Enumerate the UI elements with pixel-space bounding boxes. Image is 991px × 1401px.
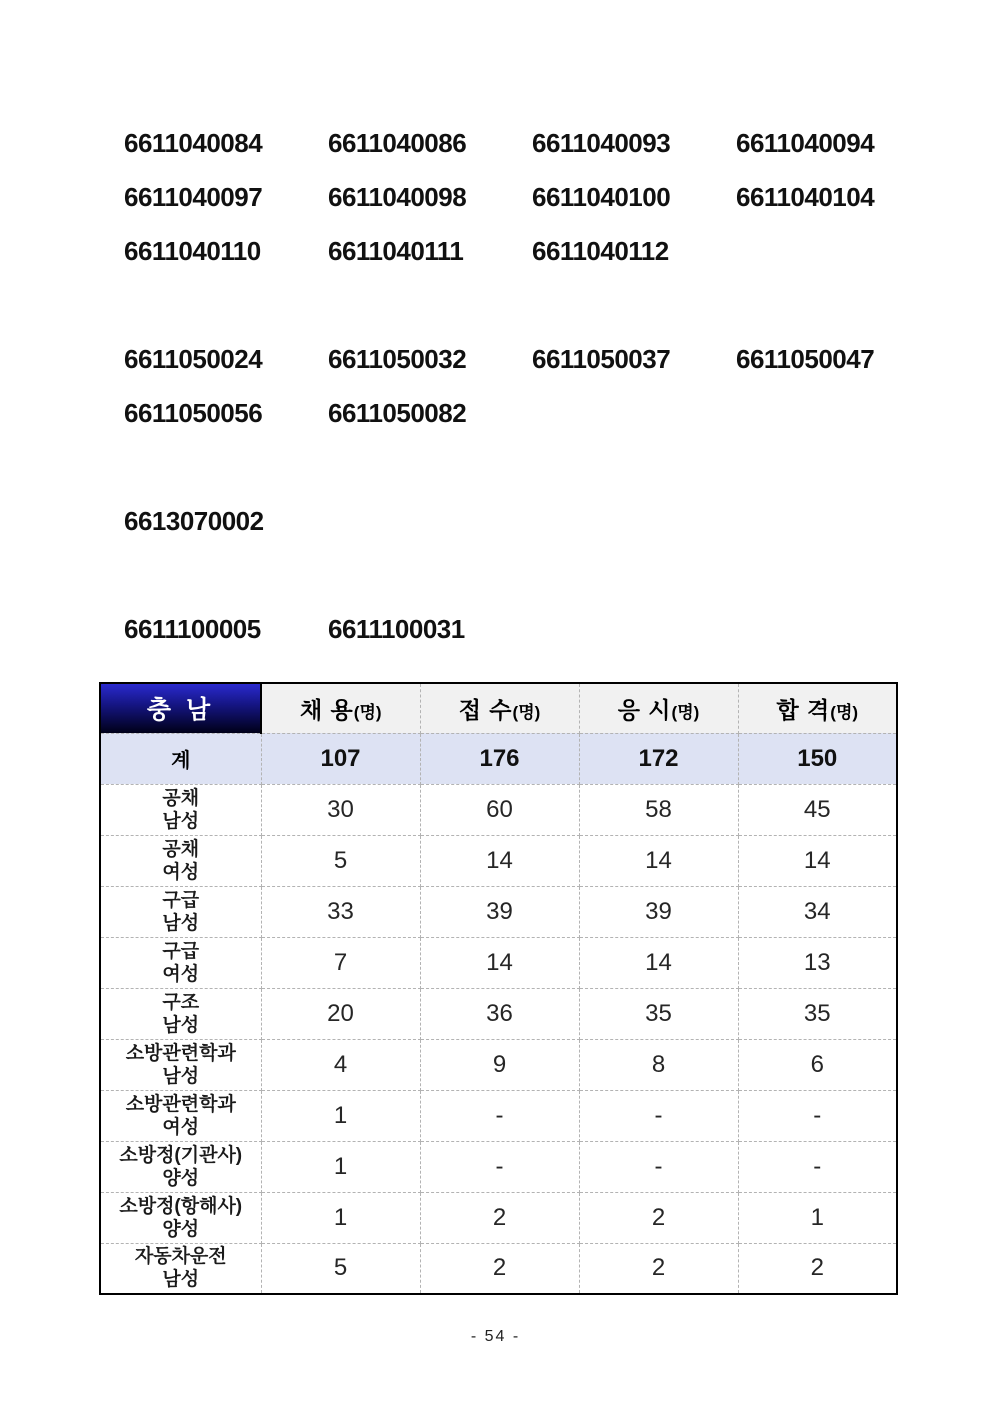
row-label-line: 남성 — [162, 1065, 200, 1087]
column-header-label: 응 시 — [617, 696, 672, 723]
blank-row — [124, 440, 991, 494]
blank-row — [124, 548, 991, 602]
row-value: 2 — [420, 1192, 579, 1243]
total-row — [100, 733, 897, 784]
table-body — [100, 733, 897, 1294]
row-value: 1 — [738, 1192, 897, 1243]
id-number: 6611040086 — [328, 127, 467, 158]
id-number: 6611050037 — [532, 343, 671, 374]
row-label-line: 자동차운전 — [134, 1246, 227, 1268]
row-value: 7 — [261, 937, 420, 988]
row-value: 1 — [261, 1141, 420, 1192]
region-header-cell — [100, 683, 261, 733]
row-label — [100, 835, 261, 886]
id-number-row — [124, 386, 991, 440]
id-number: 6611100031 — [328, 613, 465, 644]
row-value: 39 — [420, 886, 579, 937]
row-value: 14 — [420, 835, 579, 886]
table-row — [100, 886, 897, 937]
row-value: 4 — [261, 1039, 420, 1090]
row-value: - — [420, 1141, 579, 1192]
row-value: 35 — [579, 988, 738, 1039]
table-row — [100, 1090, 897, 1141]
id-number-row — [124, 116, 991, 170]
row-value: 1 — [261, 1192, 420, 1243]
row-label-line: 소방정(기관사) — [119, 1144, 243, 1166]
row-value: 14 — [579, 835, 738, 886]
id-number: 6611040094 — [736, 127, 875, 158]
row-value: 34 — [738, 886, 897, 937]
column-header-unit: (명) — [830, 702, 859, 722]
column-header — [420, 683, 579, 733]
row-value: 5 — [261, 1243, 420, 1294]
row-label-line: 양성 — [162, 1218, 200, 1240]
id-number-row — [124, 602, 991, 656]
page-number: - 54 - — [470, 1328, 521, 1345]
row-value: 14 — [579, 937, 738, 988]
id-number-list — [0, 0, 991, 656]
id-number: 6611050032 — [328, 343, 467, 374]
row-value: - — [738, 1090, 897, 1141]
total-row-value: 176 — [420, 733, 579, 784]
row-label-line: 구급 — [162, 889, 200, 911]
id-number: 6611040084 — [124, 127, 263, 158]
table-row — [100, 1243, 897, 1294]
column-header — [261, 683, 420, 733]
id-number-row — [124, 170, 991, 224]
row-value: - — [420, 1090, 579, 1141]
row-value: 36 — [420, 988, 579, 1039]
table-row — [100, 784, 897, 835]
row-value: - — [738, 1141, 897, 1192]
row-value: 60 — [420, 784, 579, 835]
row-label-line: 남성 — [162, 1014, 200, 1036]
row-value: 33 — [261, 886, 420, 937]
row-value: 8 — [579, 1039, 738, 1090]
row-label — [100, 988, 261, 1039]
row-value: 14 — [420, 937, 579, 988]
row-value: 2 — [579, 1192, 738, 1243]
id-number-row — [124, 494, 991, 548]
row-label-line: 여성 — [162, 861, 200, 883]
table-row — [100, 937, 897, 988]
column-header-label: 채 용 — [299, 696, 354, 723]
row-value: 39 — [579, 886, 738, 937]
row-label-line: 여성 — [162, 1116, 200, 1138]
row-label-line: 구급 — [162, 940, 200, 962]
id-number: 6611040097 — [124, 181, 263, 212]
id-number: 6611040093 — [532, 127, 671, 158]
row-value: 14 — [738, 835, 897, 886]
row-value: 2 — [738, 1243, 897, 1294]
column-header — [579, 683, 738, 733]
id-number-row — [124, 224, 991, 278]
row-label-line: 남성 — [162, 912, 200, 934]
row-label — [100, 1192, 261, 1243]
row-value: 13 — [738, 937, 897, 988]
row-label — [100, 1243, 261, 1294]
id-number: 6611050056 — [124, 397, 263, 428]
row-label-line: 남성 — [162, 1269, 200, 1291]
column-header-unit: (명) — [353, 702, 382, 722]
table-row — [100, 1141, 897, 1192]
row-label-line: 남성 — [162, 810, 200, 832]
row-value: 2 — [579, 1243, 738, 1294]
row-label-line: 여성 — [162, 963, 200, 985]
id-number: 6611040104 — [736, 181, 875, 212]
column-header-label: 합 격 — [776, 696, 831, 723]
id-number: 6611040100 — [532, 181, 671, 212]
row-value: 58 — [579, 784, 738, 835]
row-value: 2 — [420, 1243, 579, 1294]
row-label — [100, 1039, 261, 1090]
id-number: 6611100005 — [124, 613, 261, 644]
row-label-line: 공채 — [162, 838, 200, 860]
id-number: 6611050024 — [124, 343, 263, 374]
row-value: 6 — [738, 1039, 897, 1090]
row-label — [100, 886, 261, 937]
total-row-value: 107 — [261, 733, 420, 784]
total-row-label: 계 — [100, 733, 261, 784]
row-label — [100, 1090, 261, 1141]
chungnam-stats-table — [99, 682, 898, 1295]
column-header-unit: (명) — [671, 702, 700, 722]
column-header-unit: (명) — [512, 702, 541, 722]
total-row-value: 150 — [738, 733, 897, 784]
row-label-line: 구조 — [162, 991, 200, 1013]
row-value: - — [579, 1141, 738, 1192]
row-label-line: 양성 — [162, 1167, 200, 1189]
table-row — [100, 835, 897, 886]
row-value: 35 — [738, 988, 897, 1039]
row-value: 30 — [261, 784, 420, 835]
column-header-label: 접 수 — [458, 696, 513, 723]
id-number: 6611040111 — [328, 235, 464, 266]
row-value: 1 — [261, 1090, 420, 1141]
id-number: 6611040098 — [328, 181, 467, 212]
table-row — [100, 1192, 897, 1243]
row-value: - — [579, 1090, 738, 1141]
row-value: 20 — [261, 988, 420, 1039]
row-label-line: 소방정(항해사) — [119, 1195, 243, 1217]
row-label — [100, 937, 261, 988]
row-label-line: 소방관련학과 — [125, 1093, 236, 1115]
table-row — [100, 1039, 897, 1090]
row-label — [100, 784, 261, 835]
blank-row — [124, 278, 991, 332]
row-value: 45 — [738, 784, 897, 835]
table-row — [100, 988, 897, 1039]
row-value: 9 — [420, 1039, 579, 1090]
id-number: 6611050082 — [328, 397, 467, 428]
id-number: 6611040110 — [124, 235, 261, 266]
total-row-value: 172 — [579, 733, 738, 784]
id-number: 6611040112 — [532, 235, 669, 266]
row-value: 5 — [261, 835, 420, 886]
row-label-line: 공채 — [162, 787, 200, 809]
id-number: 6611050047 — [736, 343, 875, 374]
table-header-row — [100, 683, 897, 733]
id-number: 6613070002 — [124, 505, 264, 536]
row-label — [100, 1141, 261, 1192]
row-label-line: 소방관련학과 — [125, 1042, 236, 1064]
region-title: 충 남 — [146, 696, 215, 725]
id-number-row — [124, 332, 991, 386]
column-header — [738, 683, 897, 733]
